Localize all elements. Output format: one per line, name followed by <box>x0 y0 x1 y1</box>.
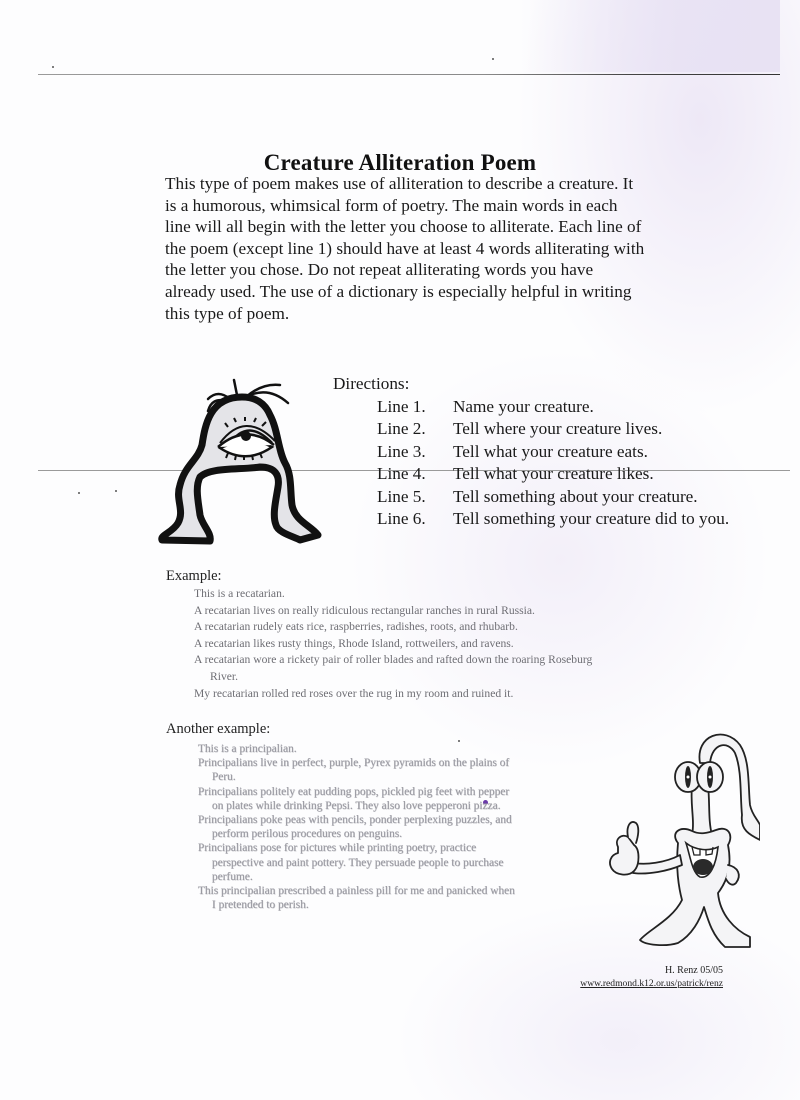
poem-line: Principalians pose for pictures while printing poetry, practice <box>198 842 477 855</box>
poem-line: A recatarian wore a rickety pair of roller blades and rafted down the roaring Roseburg <box>194 653 593 667</box>
poem-line: My recatarian rolled red roses over the rug in my room and ruined it. <box>194 686 514 700</box>
direction-line-number: Line 1. <box>377 396 426 416</box>
direction-line-number: Line 5. <box>377 486 426 506</box>
poem-line: Principalians live in perfect, purple, Pyrex pyramids on the plains of <box>198 757 510 770</box>
direction-text: Tell where your creature lives. <box>453 419 663 438</box>
intro-line: This type of poem makes use of alliteration to describe a creature. It <box>165 174 634 193</box>
direction-line-number: Line 4. <box>377 464 426 483</box>
poem-line: A recatarian likes rusty things, Rhode Island, rottweilers, and ravens. <box>194 636 514 650</box>
intro-line: already used. The use of a dictionary is especially helpful in writing <box>165 281 632 301</box>
poem-line: Principalians poke peas with pencils, ponder perplexing puzzles, and <box>198 814 512 827</box>
poem-line: This principalian prescribed a painless pill for me and panicked when <box>198 885 515 898</box>
one-eyed-creature-illustration <box>150 375 330 545</box>
direction-text: Tell what your creature eats. <box>453 441 648 461</box>
poem-line-continuation: perform perilous procedures on penguins. <box>212 828 403 841</box>
direction-text: Tell what your creature likes. <box>453 464 654 483</box>
direction-item <box>333 463 729 486</box>
poem-line-continuation: perfume. <box>212 870 253 883</box>
example-heading: Example: <box>166 568 222 584</box>
poem-line: A recatarian rudely eats rice, raspberries, radishes, roots, and rhubarb. <box>194 620 518 634</box>
scan-speck <box>492 58 494 60</box>
poem-line-continuation: Peru. <box>212 771 236 784</box>
direction-text: Name your creature. <box>453 396 594 416</box>
intro-line: line will all begin with the letter you choose to alliterate. Each line of <box>165 217 642 237</box>
poem-line: Principalians politely eat pudding pops, pickled pig feet with pepper <box>198 785 510 798</box>
alien-creature-illustration <box>600 715 760 950</box>
poem-line: This is a principalian. <box>198 743 297 755</box>
page-title: Creature Alliteration Poem <box>263 150 537 175</box>
another-example-heading: Another example: <box>166 721 271 737</box>
poem-line-continuation: River. <box>210 669 239 683</box>
author-website-link[interactable]: www.redmond.k12.or.us/patrick/renz <box>580 978 723 989</box>
direction-line-number: Line 3. <box>377 441 426 461</box>
scan-shadow <box>520 0 780 72</box>
credit-block <box>548 964 723 990</box>
direction-item <box>333 508 729 531</box>
poem-line-continuation: on plates while drinking Pepsi. They also love pepperoni pizza. <box>212 799 501 812</box>
another-example-poem <box>198 742 515 912</box>
poem-line-continuation: I pretended to perish. <box>212 899 309 912</box>
intro-line: is a humorous, whimsical form of poetry. The main words in each <box>165 195 618 215</box>
direction-line-number: Line 2. <box>377 419 426 438</box>
directions-block <box>333 373 729 531</box>
intro-paragraph <box>165 173 685 324</box>
intro-line: the poem (except line 1) should have at least 4 words alliterating with <box>165 238 645 258</box>
directions-label: Directions: <box>333 374 410 393</box>
direction-line-number: Line 6. <box>377 509 426 528</box>
author-date: H. Renz 05/05 <box>664 965 723 976</box>
poem-line: This is a recatarian. <box>194 587 285 600</box>
scan-speck <box>115 490 117 492</box>
direction-text: Tell something your creature did to you. <box>453 509 730 528</box>
scan-speck <box>78 492 80 494</box>
direction-item <box>333 396 729 419</box>
example-poem <box>194 586 592 702</box>
scan-edge-line <box>38 74 780 75</box>
intro-line: this type of poem. <box>165 303 290 323</box>
direction-text: Tell something about your creature. <box>453 486 698 506</box>
intro-line: the letter you chose. Do not repeat alliterating words you have <box>165 260 594 280</box>
direction-item <box>333 486 729 509</box>
poem-line-continuation: perspective and paint pottery. They persuade people to purchase <box>212 856 504 869</box>
direction-item <box>333 441 729 464</box>
poem-line: A recatarian lives on really ridiculous rectangular ranches in rural Russia. <box>194 603 535 617</box>
direction-item <box>333 418 729 441</box>
scan-speck <box>52 66 54 68</box>
